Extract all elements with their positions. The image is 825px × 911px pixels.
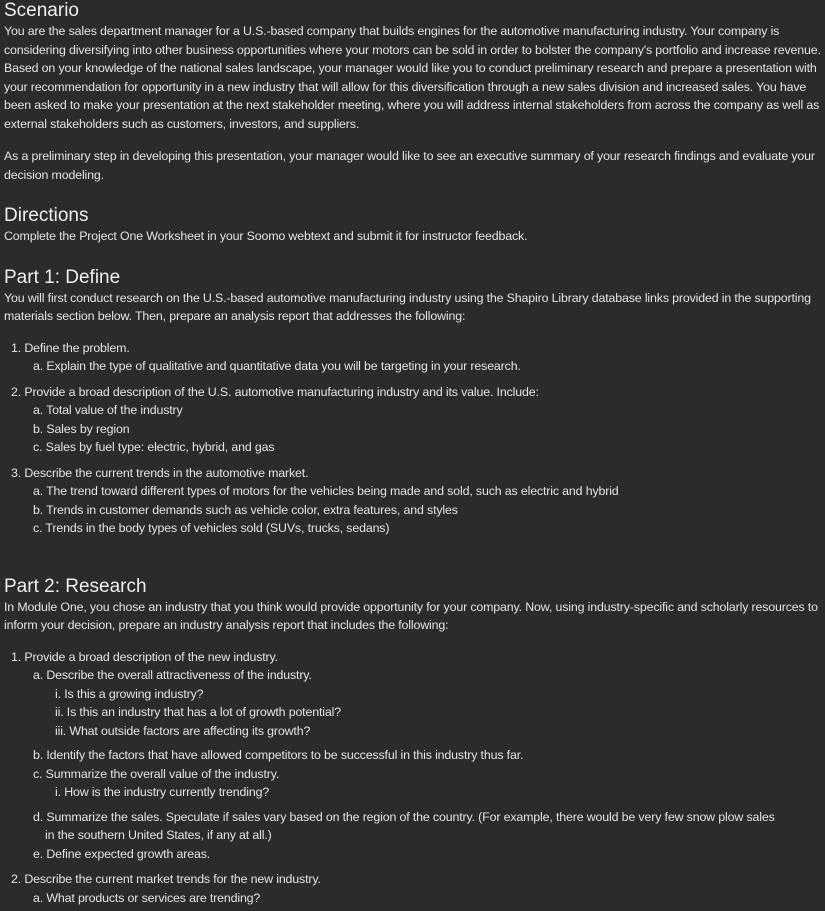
list-subsubitem: iii. What outside factors are affecting its growth? <box>55 723 311 738</box>
list-subitem: c. Trends in the body types of vehicles sold (SUVs, trucks, sedans) <box>33 521 390 535</box>
list-subitem: a. Total value of the industry <box>33 403 183 417</box>
list-subitem: a. Describe the overall attractiveness of the industry. <box>33 668 312 682</box>
scenario-paragraph-1: You are the sales department manager for a U.S.-based company that builds engines for the automotive manufacturing industry. Your company is considering diversifying into other business opportunities where your motors can be sold in order to bolster the company's portfolio and increase revenue. Based on your knowledge of the national sales landscape, your manager would like you to conduct preliminary research and prepare a presentation with your recommendation for opportunity in a new industry that will allow for this diversification through a new sales division and increased sales. You have been asked to make your presentation at the next stakeholder meeting, where you will address internal stakeholders from across the company as well as external stakeholders such as customers, investors, and suppliers. <box>4 24 821 131</box>
list-subsubitem: ii. Is this an industry that has a lot of growth potential? <box>55 705 341 719</box>
list-subitem: a. What products or services are trending? <box>33 890 261 905</box>
part1-heading: Part 1: Define <box>4 266 121 288</box>
list-subitem: c. Sales by fuel type: electric, hybrid, and gas <box>33 440 275 454</box>
directions-text: Complete the Project One Worksheet in your Soomo webtext and submit it for instructor feedback. <box>4 229 528 243</box>
list-subitem: d. Summarize the sales. Speculate if sales vary based on the region of the country. (For example, there would be very few snow plow sales <box>33 809 775 824</box>
scenario-heading: Scenario <box>4 0 79 21</box>
list-item-label: 1. Provide a broad description of the new industry. <box>11 649 278 664</box>
list-item-label: 1. Define the problem. <box>11 340 130 355</box>
list-subitem: b. Trends in customer demands such as vehicle color, extra features, and styles <box>33 502 458 517</box>
list-subitem: e. Define expected growth areas. <box>33 846 211 861</box>
part1-list-item <box>4 383 821 457</box>
part2-section <box>4 576 821 908</box>
scenario-paragraph-2: As a preliminary step in developing this presentation, your manager would like to see an executive summary of your research findings and evaluate your decision modeling. <box>4 149 815 182</box>
directions-heading: Directions <box>4 205 89 226</box>
list-subitem: c. Summarize the overall value of the industry. <box>33 766 280 781</box>
part2-heading: Part 2: Research <box>4 575 147 597</box>
list-subitem: b. Sales by region <box>33 421 130 436</box>
list-item-label: 2. Describe the current market trends for the new industry. <box>11 872 321 886</box>
list-subitem: a. Explain the type of qualitative and quantitative data you will be targeting in your research. <box>33 359 521 373</box>
part1-list-item <box>4 339 821 376</box>
part2-intro: In Module One, you chose an industry that you think would provide opportunity for your company. Now, using industry-specific and scholarly resources to inform your decision, prepare an industry analysis report that includes the following: <box>4 599 818 632</box>
list-subitem-continued: in the southern United States, if any at all.) <box>45 828 272 842</box>
directions-section <box>4 205 821 246</box>
list-item-label: 3. Describe the current trends in the automotive market. <box>11 465 309 480</box>
scenario-section <box>4 0 821 184</box>
list-subsubitem: i. Is this a growing industry? <box>55 686 204 701</box>
list-subitem: b. Identify the factors that have allowed competitors to be successful in this industry thus far. <box>33 748 524 762</box>
part1-section <box>4 267 821 538</box>
list-subitem: a. The trend toward different types of motors for the vehicles being made and sold, such as electric and hybrid <box>33 484 619 498</box>
part1-list-item <box>4 464 821 538</box>
list-subsubitem: i. How is the industry currently trending? <box>55 785 270 799</box>
part1-intro: You will first conduct research on the U.S.-based automotive manufacturing industry using the Shapiro Library database links provided in the supporting materials section below. Then, prepare an analysis report that addresses the following: <box>4 290 811 323</box>
list-item-label: 2. Provide a broad description of the U.S. automotive manufacturing industry and its value. Include: <box>11 384 539 399</box>
